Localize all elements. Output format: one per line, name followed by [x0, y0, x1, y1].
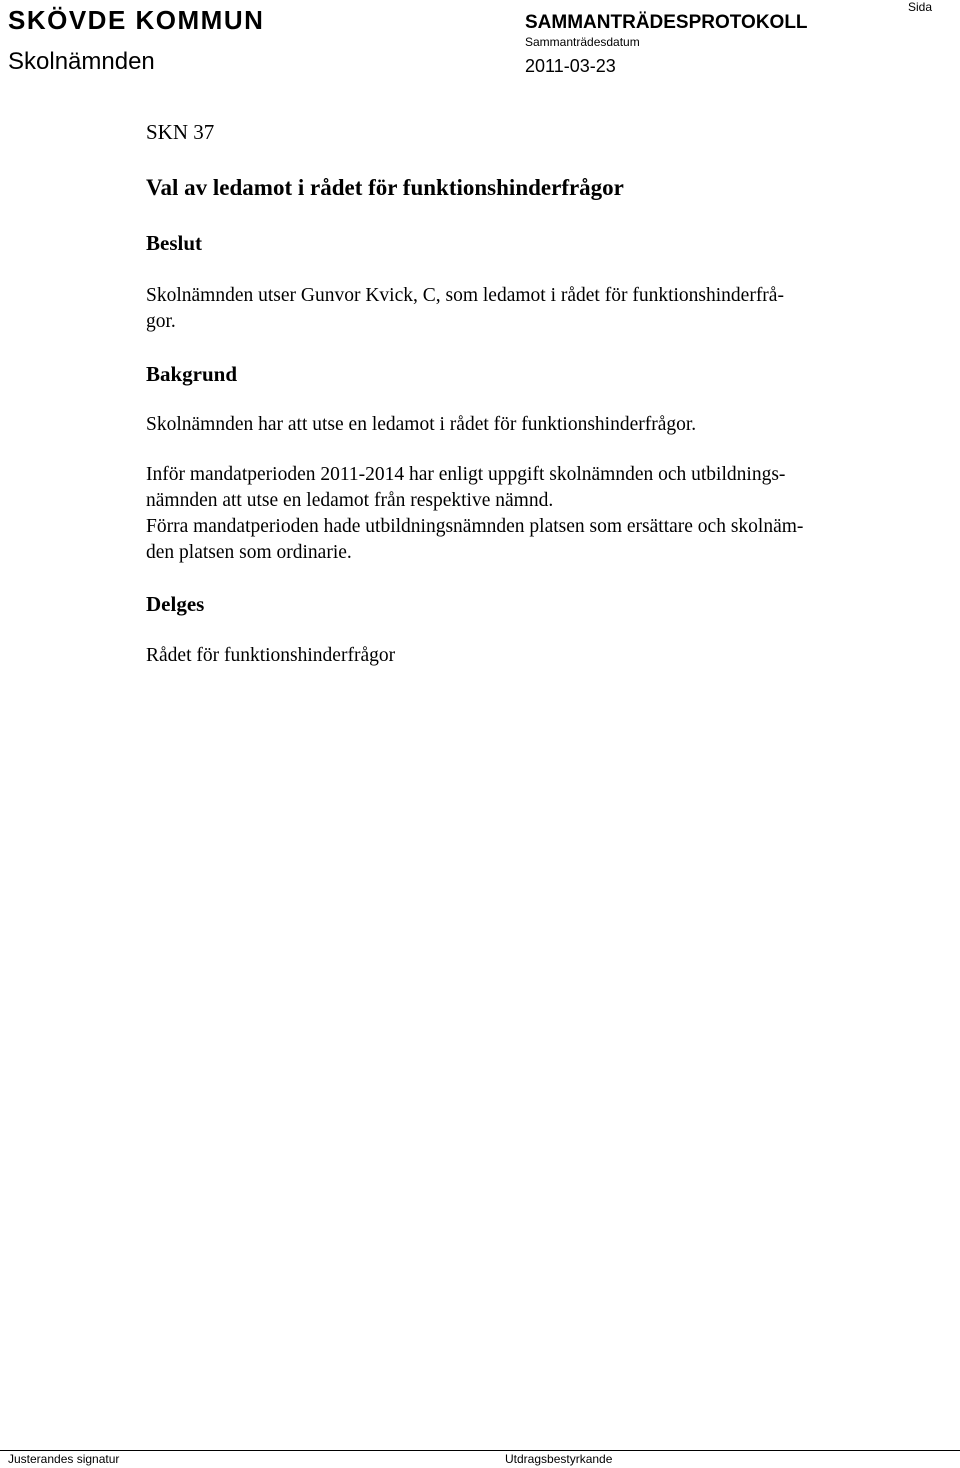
extract-certification-label: Utdragsbestyrkande — [505, 1452, 613, 1466]
decision-text-line: gor. — [146, 311, 176, 332]
distribution-heading: Delges — [146, 592, 205, 616]
paragraph-number: SKN 37 — [146, 120, 215, 144]
background-text-line: Inför mandatperioden 2011-2014 har enligt uppgift skolnämnden och utbildnings- — [146, 464, 786, 485]
background-text-line: Förra mandatperioden hade utbildningsnämnden platsen som ersättare och skolnäm- — [146, 516, 804, 537]
background-text-line: den platsen som ordinarie. — [146, 542, 352, 563]
background-text-line: Skolnämnden har att utse en ledamot i rådet för funktionshinderfrågor. — [146, 414, 697, 435]
meeting-date-label: Sammanträdesdatum — [525, 35, 640, 49]
signature-label: Justerandes signatur — [8, 1452, 120, 1466]
section-title: Val av ledamot i rådet för funktionshinderfrågor — [146, 175, 624, 200]
committee-name: Skolnämnden — [8, 48, 155, 75]
background-text-line: nämnden att utse en ledamot från respektive nämnd. — [146, 490, 554, 511]
decision-heading: Beslut — [146, 231, 203, 255]
document-type: SAMMANTRÄDESPROTOKOLL — [525, 12, 808, 33]
decision-text-line: Skolnämnden utser Gunvor Kvick, C, som ledamot i rådet för funktionshinderfrå- — [146, 285, 784, 306]
background-heading: Bakgrund — [146, 362, 238, 386]
municipality-logo-text: SKÖVDE KOMMUN — [8, 5, 265, 35]
page-label: Sida — [908, 0, 933, 14]
footer-divider — [0, 1450, 960, 1451]
distribution-recipient: Rådet för funktionshinderfrågor — [146, 645, 396, 666]
meeting-date: 2011-03-23 — [525, 56, 616, 76]
